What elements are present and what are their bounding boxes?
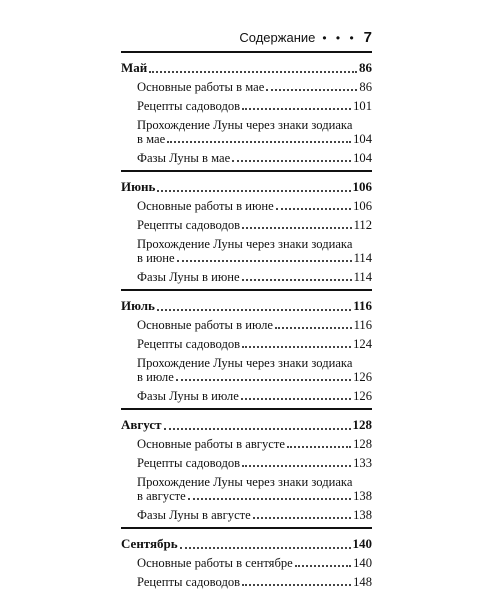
entry-page-number: 116 [353, 318, 372, 332]
toc-entry[interactable] [121, 99, 372, 113]
table-of-contents [121, 51, 372, 594]
toc-entry[interactable] [121, 456, 372, 470]
toc-entry[interactable] [121, 318, 372, 332]
entry-label-line1: Прохождение Луны через знаки зодиака [137, 237, 353, 251]
dot-leader [232, 160, 351, 162]
toc-entry[interactable] [121, 118, 372, 146]
section-page-number: 128 [352, 417, 372, 432]
entry-page-number: 128 [353, 437, 372, 451]
entry-label: в августе [137, 489, 186, 503]
dot-leader [149, 71, 357, 73]
dot-leader [176, 379, 351, 381]
toc-entry[interactable] [121, 237, 372, 265]
section-title: Июль [121, 298, 155, 313]
entry-label: Рецепты садоводов [137, 456, 241, 470]
entry-label-line1: Прохождение Луны через знаки зодиака [137, 475, 353, 489]
entry-row [137, 370, 372, 384]
entry-page-number: 140 [353, 556, 372, 570]
toc-entry[interactable] [121, 556, 372, 570]
entry-label: Рецепты садоводов [137, 218, 241, 232]
entry-row [137, 80, 372, 94]
entry-row [137, 508, 372, 522]
section-page-number: 106 [352, 179, 372, 194]
dot-leader [266, 89, 357, 91]
entry-page-number: 114 [353, 251, 372, 265]
section-title: Сентябрь [121, 536, 178, 551]
toc-entry[interactable] [121, 389, 372, 403]
dot-leader [253, 517, 351, 519]
entry-label: Фазы Луны в августе [137, 508, 251, 522]
toc-entry[interactable] [121, 270, 372, 284]
entry-label-line1: Прохождение Луны через знаки зодиака [137, 356, 353, 370]
entry-page-number: 138 [353, 489, 372, 503]
dot-leader [180, 547, 351, 549]
entry-page-number: 133 [353, 456, 372, 470]
dot-leader [242, 227, 351, 229]
entry-row [137, 99, 372, 113]
dot-leader [164, 428, 351, 430]
toc-entry[interactable] [121, 337, 372, 351]
entry-row [137, 199, 372, 213]
entry-row [137, 456, 372, 470]
dot-leader [157, 190, 350, 192]
dot-leader [177, 260, 352, 262]
entry-row [137, 251, 372, 265]
entry-label: Основные работы в сентябре [137, 556, 293, 570]
entry-page-number: 101 [353, 99, 372, 113]
entry-label: Фазы Луны в июле [137, 389, 239, 403]
entry-page-number: 112 [353, 218, 372, 232]
dot-leader [242, 584, 351, 586]
entry-row [137, 337, 372, 351]
section-page-number: 116 [353, 298, 372, 313]
entry-page-number: 138 [353, 508, 372, 522]
section-heading[interactable] [121, 51, 372, 76]
section-heading[interactable] [121, 289, 372, 314]
dot-leader [276, 208, 351, 210]
dot-leader [242, 346, 351, 348]
entry-label: Основные работы в июле [137, 318, 273, 332]
entry-page-number: 104 [353, 151, 372, 165]
entry-page-number: 126 [353, 370, 372, 384]
toc-entry[interactable] [121, 475, 372, 503]
entry-page-number: 86 [359, 80, 372, 94]
header-dots: • • • [322, 31, 357, 45]
entry-label: Рецепты садоводов [137, 99, 241, 113]
entry-row [137, 575, 372, 589]
section-heading[interactable] [121, 527, 372, 552]
entry-label-line1: Прохождение Луны через знаки зодиака [137, 118, 353, 132]
dot-leader [242, 465, 351, 467]
section-title: Май [121, 60, 148, 75]
entry-row [137, 389, 372, 403]
entry-page-number: 148 [353, 575, 372, 589]
dot-leader [157, 309, 351, 311]
entry-page-number: 106 [353, 199, 372, 213]
toc-entry[interactable] [121, 151, 372, 165]
toc-entry[interactable] [121, 437, 372, 451]
header-page-number: 7 [363, 29, 372, 46]
entry-row [137, 151, 372, 165]
entry-label: Рецепты садоводов [137, 337, 241, 351]
running-header [239, 29, 372, 46]
entry-label: Рецепты садоводов [137, 575, 241, 589]
entry-page-number: 126 [353, 389, 372, 403]
section-heading[interactable] [121, 170, 372, 195]
entry-label: Фазы Луны в мае [137, 151, 231, 165]
entry-row [137, 218, 372, 232]
entry-row [137, 556, 372, 570]
entry-page-number: 104 [353, 132, 372, 146]
entry-row [137, 132, 372, 146]
toc-entry[interactable] [121, 356, 372, 384]
section-page-number: 140 [352, 536, 372, 551]
dot-leader [275, 327, 352, 329]
entry-row [137, 318, 372, 332]
toc-entry[interactable] [121, 575, 372, 589]
dot-leader [242, 108, 351, 110]
section-heading[interactable] [121, 408, 372, 433]
toc-entry[interactable] [121, 218, 372, 232]
section-page-number: 86 [359, 60, 372, 75]
section-title: Август [121, 417, 162, 432]
dot-leader [287, 446, 351, 448]
entry-label: в июле [137, 370, 174, 384]
entry-row [137, 489, 372, 503]
toc-entry[interactable] [121, 80, 372, 94]
toc-entry[interactable] [121, 508, 372, 522]
section-title: Июнь [121, 179, 156, 194]
toc-entry[interactable] [121, 199, 372, 213]
entry-label: в июне [137, 251, 175, 265]
entry-row [137, 437, 372, 451]
entry-label: в мае [137, 132, 166, 146]
dot-leader [242, 279, 352, 281]
entry-page-number: 114 [353, 270, 372, 284]
entry-label: Основные работы в мае [137, 80, 265, 94]
dot-leader [167, 141, 351, 143]
dot-leader [295, 565, 351, 567]
header-title: Содержание [239, 30, 316, 45]
entry-label: Фазы Луны в июне [137, 270, 240, 284]
entry-row [137, 270, 372, 284]
entry-page-number: 124 [353, 337, 372, 351]
entry-label: Основные работы в августе [137, 437, 285, 451]
entry-label: Основные работы в июне [137, 199, 274, 213]
dot-leader [241, 398, 351, 400]
